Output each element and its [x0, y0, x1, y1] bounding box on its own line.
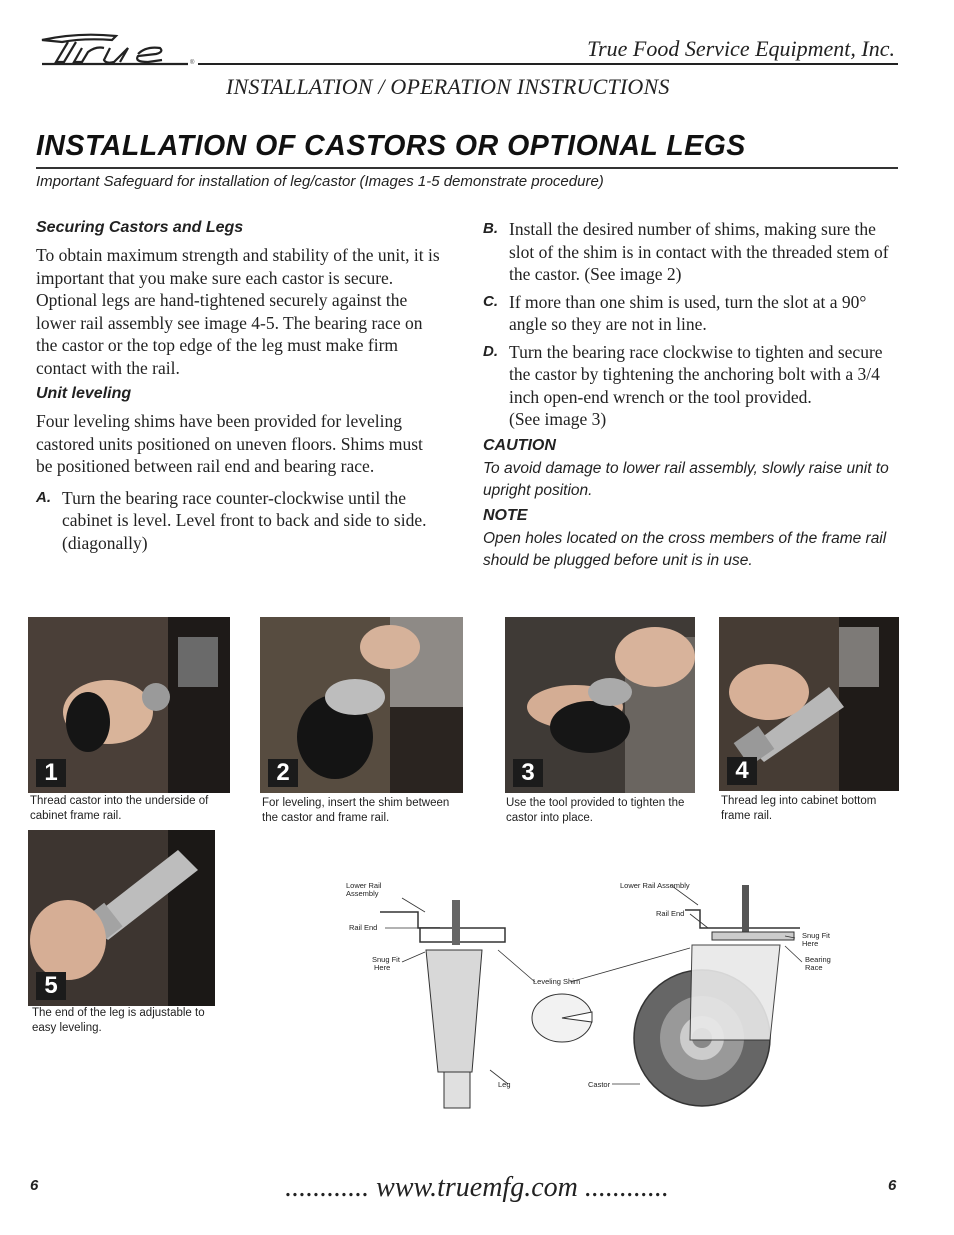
leveling-paragraph: Four leveling shims have been provided for leveling castored units positioned on uneven floors. Shims must be positioned between rail end and bearing race. [36, 411, 423, 476]
step-a [36, 487, 441, 555]
photo-1 [28, 617, 230, 793]
photo-1-caption: Thread castor into the underside of cabinet frame rail. [30, 795, 209, 822]
label-snug-right-1: Snug Fit [802, 931, 830, 940]
leg-castor-diagram [340, 870, 840, 1115]
label-leveling-shim: Leveling Shim [533, 977, 581, 986]
true-logo [38, 28, 198, 68]
label-lower-rail-left-2: Assembly [346, 889, 379, 898]
footer-url[interactable]: ............ www.truemfg.com ............ [285, 1172, 669, 1203]
step-d [483, 341, 903, 431]
right-column [483, 218, 903, 576]
document-subtitle: INSTALLATION / OPERATION INSTRUCTIONS [226, 74, 670, 99]
step-d-letter: D. [483, 342, 498, 360]
step-c-letter: C. [483, 292, 498, 310]
shim-drawing [532, 994, 592, 1042]
photo-3-number: 3 [513, 759, 543, 787]
step-c-text: If more than one shim is used, turn the slot at a 90° angle so they are not in line. [509, 291, 867, 334]
note-heading: NOTE [483, 506, 528, 524]
photo-5 [28, 830, 215, 1006]
photo-3 [505, 617, 695, 793]
title-rule [36, 167, 898, 169]
step-d-text-ref: (See image 3) [509, 409, 607, 429]
note-text: Open holes located on the cross members of the frame rail should be plugged before unit is in use. [483, 529, 887, 569]
label-rail-end-right: Rail End [656, 909, 685, 918]
step-b-letter: B. [483, 220, 498, 237]
page-number-right: 6 [888, 1177, 897, 1194]
photo-2-caption: For leveling, insert the shim between the castor and frame rail. [262, 797, 450, 824]
page-title: INSTALLATION OF CASTORS OR OPTIONAL LEGS [36, 130, 746, 162]
photo-2-number: 2 [268, 759, 298, 787]
securing-paragraph: To obtain maximum strength and stability of the unit, it is important that you make sure each castor is secure. Optional legs are hand-tightened securely against the lower rail assembly see image 4-5. The bearing race on the castor or the top edge of the leg must make firm contact with the rail. [36, 245, 440, 378]
photo-4 [719, 617, 899, 791]
label-rail-end-left: Rail End [349, 923, 378, 932]
step-a-letter: A. [36, 488, 51, 506]
step-c [483, 291, 903, 336]
step-d-text [509, 341, 903, 431]
leg-drawing [380, 900, 505, 1108]
label-snug-left-2: Here [374, 963, 391, 972]
castor-drawing [634, 885, 800, 1106]
page-number-left: 6 [30, 1177, 39, 1194]
caution-text: To avoid damage to lower rail assembly, slowly raise unit to upright position. [483, 459, 889, 499]
safeguard-note: Important Safeguard for installation of leg/castor (Images 1-5 demonstrate procedure) [36, 173, 604, 190]
caution-heading: CAUTION [483, 436, 556, 454]
svg-text:®: ® [190, 60, 195, 66]
label-bearing-2: Race [805, 963, 823, 972]
label-leg: Leg [498, 1080, 511, 1089]
label-lower-rail-left-1: Lower Rail [346, 881, 382, 890]
label-lower-rail-right: Lower Rail Assembly [620, 881, 690, 890]
step-b [483, 218, 903, 286]
photo-5-caption: The end of the leg is adjustable to easy leveling. [32, 1007, 205, 1034]
label-snug-left-1: Snug Fit [372, 955, 400, 964]
step-d-text-main: Turn the bearing race clockwise to tighten and secure the castor by tightening the anchoring bolt with a 3/4 inch open-end wrench or the tool provided. [509, 341, 883, 407]
photo-2 [260, 617, 463, 793]
label-castor: Castor [588, 1080, 611, 1089]
company-name: True Food Service Equipment, Inc. [587, 36, 895, 61]
photo-4-number: 4 [727, 757, 757, 785]
photo-4-caption: Thread leg into cabinet bottom frame rail. [721, 795, 877, 822]
step-b-text: Install the desired number of shims, making sure the slot of the shim is in contact with the threaded stem of the castor. (See image 2) [509, 219, 889, 284]
left-column [36, 218, 441, 559]
step-a-text: Turn the bearing race counter-clockwise until the cabinet is level. Level front to back and side to side. (diagonally) [62, 487, 427, 553]
photo-5-number: 5 [36, 972, 66, 1000]
label-snug-right-2: Here [802, 939, 819, 948]
securing-heading: Securing Castors and Legs [36, 219, 244, 236]
photo-3-caption: Use the tool provided to tighten the castor into place. [506, 797, 685, 824]
leveling-heading: Unit leveling [36, 385, 132, 402]
label-bearing-1: Bearing [805, 955, 831, 964]
photo-1-number: 1 [36, 759, 66, 787]
header-rule [198, 63, 898, 65]
